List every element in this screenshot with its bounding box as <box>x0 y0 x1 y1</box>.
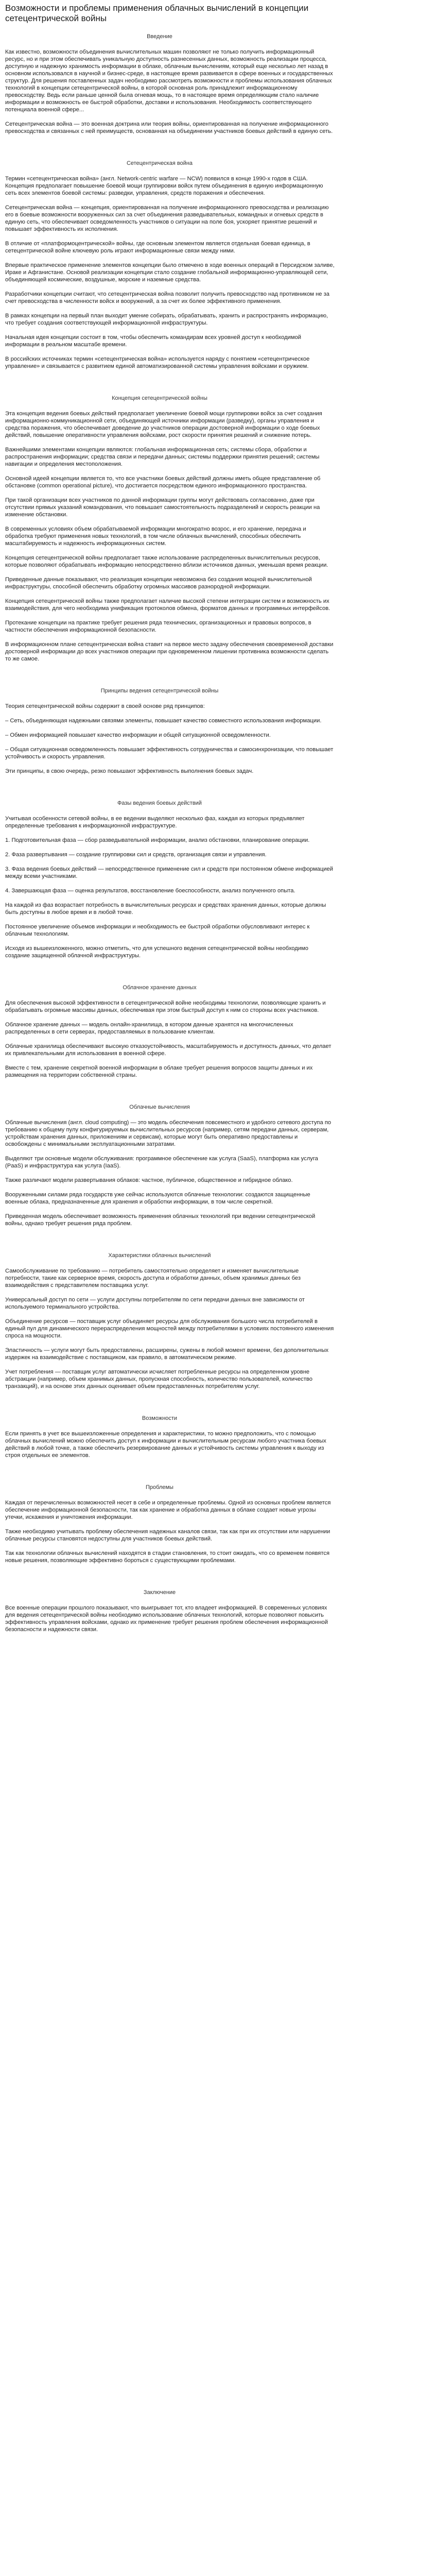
section-heading: Облачные вычисления <box>129 1104 190 1110</box>
section <box>5 800 431 959</box>
paragraph: Облачные вычисления (англ. cloud computing) — это модель обеспечения повсеместного и удобного сетевого доступа по требованию к общему пулу конфигурируемых вычислительных ресурсов (например, сетям передачи данных, серверам, устройствам хранения данных, приложениям и сервисам), которые могут быть оперативно предоставлены и освобождены с минимальными эксплуатационными затратами. <box>5 1120 332 1147</box>
paragraph: В отличие от «платформоцентрической» войны, где основным элементом является отдельная боевая единица, в сетецентрической войне ключевую роль играют информационные связи между ними. <box>5 241 310 254</box>
section-heading: Принципы ведения сетецентрической войны <box>100 688 219 694</box>
section-heading: Облачное хранение данных <box>123 985 197 991</box>
section-heading: Концепция сетецентрической войны <box>112 395 207 401</box>
section-heading: Характеристики облачных вычислений <box>108 1252 211 1259</box>
paragraph: Приведенные данные показывают, что реализация концепции невозможна без создания мощной вычислительной инфраструктуры, способной обеспечить обработку огромных массивов разнородной информации. <box>5 577 312 590</box>
paragraph: Облачное хранение данных — модель онлайн-хранилища, в котором данные хранятся на многочисленных распределенных в сети серверах, предоставляемых в пользование клиентам. <box>5 1022 293 1035</box>
paragraph: – Общая ситуационная осведомленность повышает эффективность сотрудничества и самосинхронизации, что повышает устойчивость и скорость управления. <box>5 747 334 760</box>
section <box>5 395 431 663</box>
paragraph: Сетецентрическая война — концепция, ориентированная на получение информационного превосходства и реализацию его в боевые возможности вооруженных сил за счет объединения разведывательных, командных и огневых средств в единую сеть, что обеспечивает осведомленность участников о ситуации на поле боя, ускоряет принятие решений и повышает эффективность их исполнения. <box>5 205 329 232</box>
paragraph: Вместе с тем, хранение секретной военной информации в облаке требует решения вопросов защиты данных и их размещения на территории собственной страны. <box>5 1065 313 1078</box>
section <box>5 1252 431 1390</box>
paragraph: Сетецентрическая война — это военная доктрина или теория войны, ориентированная на получение информационного превосходства и связанных с ней преимуществ, основанная на объединении участников боевых действий в единую сеть. <box>5 121 333 134</box>
paragraph: 4. Завершающая фаза — оценка результатов, восстановление боеспособности, анализ полученного опыта. <box>5 888 295 894</box>
paragraph: Каждая от перечисленных возможностей несет в себе и определенные проблемы. Одной из основных проблем является обеспечение информационной безопасности, так как хранение и обработка данных в облаке создает новые угрозы утечки, искажения и уничтожения информации. <box>5 1500 331 1520</box>
section <box>5 160 431 370</box>
paragraph: Также необходимо учитывать проблему обеспечения надежных каналов связи, так как при их отсутствии или нарушении облачные ресурсы становятся недоступны для участников боевых действий. <box>5 1529 330 1542</box>
section <box>5 1415 431 1459</box>
paragraph: В современных условиях объем обрабатываемой информации многократно возрос, и его хранение, передача и обработка требуют применения новых технологий, в том числе облачных вычислений, способных обеспечить масштабируемость и надежность информационных систем. <box>5 526 306 547</box>
paragraph: Эластичность — услуги могут быть предоставлены, расширены, сужены в любой момент времени, без дополнительных издержек на взаимодействие с поставщиком, как правило, в автоматическом режиме. <box>5 1347 329 1361</box>
paragraph: Концепция сетецентрической войны также предполагает наличие высокой степени интеграции систем и возможность их взаимодействия, для чего необходима унификация протоколов обмена, форматов данных и программных интерфейсов. <box>5 598 330 612</box>
section <box>5 687 431 775</box>
section <box>5 1484 431 1564</box>
paragraph: Так как технологии облачных вычислений находятся в стадии становления, то стоит ожидать, что со временем появятся новые решения, позволяющие эффективно бороться с существующими проблемами. <box>5 1550 330 1564</box>
paragraph: Протекание концепции на практике требует решения ряда технических, организационных и правовых вопросов, в частности обеспечения информационной безопасности. <box>5 620 311 633</box>
paragraph: Для обеспечения высокой эффективности в сетецентрической войне необходимы технологии, позволяющие хранить и обрабатывать огромные массивы данных, обеспечивая при этом быстрый доступ к ним со стороны всех участников. <box>5 1000 326 1013</box>
section-heading: Фазы ведения боевых действий <box>117 800 202 806</box>
paragraph: Основной идеей концепции является то, что все участники боевых действий должны иметь общее представление об обстановке (common operational picture), что достигается посредством единого информационного пространства. <box>5 476 321 489</box>
paragraph: Как известно, возможности объединения вычислительных машин позволяют не только получить информационный ресурс, но и при этом обеспечивать уникальную доступность разнесенных данных, возможность реализации процесса, доступную и надежную хранимость информации в облаке, облачным вычислениям, который еще несколько лет назад в основном использовался в научной и бизнес-среде, в настоящее время развивается в сфере военных и государственных структур. Для решения поставленных задач необходимо рассмотреть возможности и проблемы использования облачных технологий в концепции сетецентрической войны, в которой основная роль принадлежит информационному превосходству. Ведь если раньше ценной была огневая мощь, то в настоящее время определяющим стало наличие информации и возможность ее быстрой обработки, доставки и использования. Необходимость соответствующего потенциала военной сфере... <box>5 49 333 113</box>
paragraph: Облачные хранилища обеспечивают высокую отказоустойчивость, масштабируемость и доступность данных, что делает их привлекательными для использования в военной сфере. <box>5 1043 332 1057</box>
section <box>5 33 431 135</box>
paragraph: Концепция сетецентрической войны предполагает также использование распределенных вычислительных ресурсов, которые позволяют обрабатывать информацию непосредственно вблизи источников данных, уменьшая время реакции. <box>5 555 328 568</box>
paragraph: Также различают модели развертывания облаков: частное, публичное, общественное и гибридное облако. <box>5 1177 293 1183</box>
paragraph: В рамках концепции на первый план выходит умение собирать, обрабатывать, хранить и распространять информацию, что требует создания соответствующей информационной инфраструктуры. <box>5 313 328 326</box>
paragraph: 2. Фаза развертывания — создание группировки сил и средств, организация связи и управления. <box>5 852 267 858</box>
paragraph: Теория сетецентрической войны содержит в своей основе ряд принципов: <box>5 703 205 709</box>
paragraph: Учет потребления — поставщик услуг автоматически исчисляет потребленные ресурсы на определенном уровне абстракции (например, объем хранимых данных, пропускная способность, количество пользователей, количество транзакций), и на основе этих данных оценивает объем предоставленных потребителям услуг. <box>5 1369 312 1389</box>
paragraph: Впервые практическое применение элементов концепции было отмечено в ходе военных операций в Персидском заливе, Ираке и Афганистане. Основой реализации концепции стало создание глобальной информационно-управляющей сети, объединяющей космические, воздушные, морские и наземные средства. <box>5 262 335 283</box>
document-body <box>5 33 431 1633</box>
section <box>5 1104 431 1227</box>
paragraph: Если принять в учет все вышеизложенные определения и характеристики, то можно предположить, что с помощью облачных вычислений можно обеспечить доступ к информации и вычислительным ресурсам любого участника боевых действий в любой точке, а также обеспечить резервирование данных и устойчивость системы управления к выходу из строя отдельных ее элементов. <box>5 1431 326 1459</box>
paragraph: – Обмен информацией повышает качество информации и общей ситуационной осведомленности. <box>5 732 271 738</box>
paragraph: 3. Фаза ведения боевых действий — непосредственное применение сил и средств при постоянном обмене информацией между всеми участниками. <box>5 866 334 879</box>
paragraph: Важнейшими элементами концепции являются: глобальная информационная сеть; системы сбора, обработки и распространения информации; средства связи и передачи данных; системы поддержки принятия решений; системы навигации и определения местоположения. <box>5 447 320 467</box>
paragraph: В российских источниках термин «сетецентрическая война» используется наряду с понятием «сетецентрическое управление» и связывается с развитием единой автоматизированной системы управления войсками и оружием. <box>5 356 310 369</box>
section-heading: Сетецентрическая война <box>126 160 193 166</box>
paragraph: Приведенная модель обеспечивает возможность применения облачных технологий при ведении сетецентрической войны, однако требует решения ряда проблем. <box>5 1213 316 1227</box>
section-heading: Проблемы <box>146 1484 173 1490</box>
paragraph: Универсальный доступ по сети — услуги доступны потребителям по сети передачи данных вне зависимости от используемого терминального устройства. <box>5 1297 305 1310</box>
paragraph: Эта концепция ведения боевых действий предполагает увеличение боевой мощи группировки войск за счет создания информационно-коммуникационной сети, объединяющей источники информации (разведку), органы управления и средства поражения, что обеспечивает доведение до участников операции достоверной информации о ходе боевых действий, повышение оперативности управления войсками, рост скорости принятия решений и снижение потерь. <box>5 411 322 438</box>
paragraph: Самообслуживание по требованию — потребитель самостоятельно определяет и изменяет вычислительные потребности, такие как серверное время, скорость доступа и обработки данных, объем хранимых данных без взаимодействия с представителем поставщика услуг. <box>5 1268 301 1289</box>
paragraph: Объединение ресурсов — поставщик услуг объединяет ресурсы для обслуживания большого числа потребителей в единый пул для динамического перераспределения мощностей между потребителями в условиях постоянного изменения спроса на мощности. <box>5 1318 334 1339</box>
paragraph: Выделяют три основные модели обслуживания: программное обеспечение как услуга (SaaS), платформа как услуга (PaaS) и инфраструктура как услуга (IaaS). <box>5 1156 318 1169</box>
paragraph: Постоянное увеличение объемов информации и необходимость ее быстрой обработки обусловливают интерес к облачным технологиям. <box>5 924 310 937</box>
paragraph: Исходя из вышеизложенного, можно отметить, что для успешного ведения сетецентрической войны необходимо создание защищенной облачной инфраструктуры. <box>5 945 308 959</box>
paragraph: При такой организации всех участников по данной информации группы могут действовать согласованно, даже при отсутствии прямых указаний командования, что повышает самостоятельность подразделений и скорость реакции на изменение обстановки. <box>5 497 320 518</box>
paragraph: Начальная идея концепции состоит в том, чтобы обеспечить командирам всех уровней доступ к необходимой информации в реальном масштабе времени. <box>5 334 302 348</box>
paragraph: В информационном плане сетецентрическая война ставит на первое место задачу обеспечения своевременной доставки достоверной информации до всех участников операции при одновременном лишении противника возможности сделать то же самое. <box>5 641 334 662</box>
paragraph: На каждой из фаз возрастает потребность в вычислительных ресурсах и средствах хранения данных, которые должны быть доступны в любое время и в любой точке. <box>5 902 326 916</box>
paragraph: Разработчики концепции считают, что сетецентрическая война позволит получить превосходство над противником не за счет превосходства в численности войск и вооружений, а за счет их более эффективного применения. <box>5 291 329 304</box>
section <box>5 984 431 1079</box>
section-heading: Введение <box>147 33 172 40</box>
section-heading: Заключение <box>143 1589 176 1596</box>
paragraph: 1. Подготовительная фаза — сбор разведывательной информации, анализ обстановки, планирование операции. <box>5 837 310 843</box>
paragraph: Термин «сетецентрическая война» (англ. Network-centric warfare — NCW) появился в конце 1990-х годов в США. Концепция предполагает повышение боевой мощи группировки войск путем объединения в единую информационную сеть всех элементов боевой системы: разведки, управления, средств поражения и обеспечения. <box>5 176 323 196</box>
paragraph: Все военные операции прошлого показывают, что выигрывает тот, кто владеет информацией. В современных условиях для ведения сетецентрической войны необходимо использование облачных технологий, которые позволяют повысить эффективность управления войсками, однако их применение требует решения проблем обеспечения информационной безопасности и надежности связи. <box>5 1605 328 1633</box>
paragraph: Учитывая особенности сетевой войны, в ее ведении выделяют несколько фаз, каждая из которых предъявляет определенные требования к информационной инфраструктуре. <box>5 816 305 829</box>
paragraph: – Сеть, объединяющая надежными связями элементы, повышает качество совместного использования информации. <box>5 718 322 724</box>
paragraph: Вооруженными силами ряда государств уже сейчас используются облачные технологии: создаются защищенные военные облака, предназначенные для хранения и обработки информации, в том числе секретной. <box>5 1192 310 1205</box>
section-heading: Возможности <box>142 1415 178 1421</box>
section <box>5 1589 431 1633</box>
document-title: Возможности и проблемы применения облачных вычислений в концепции сетецентрической войны <box>5 3 309 23</box>
paragraph: Эти принципы, в свою очередь, резко повышают эффективность выполнения боевых задач. <box>5 768 254 774</box>
